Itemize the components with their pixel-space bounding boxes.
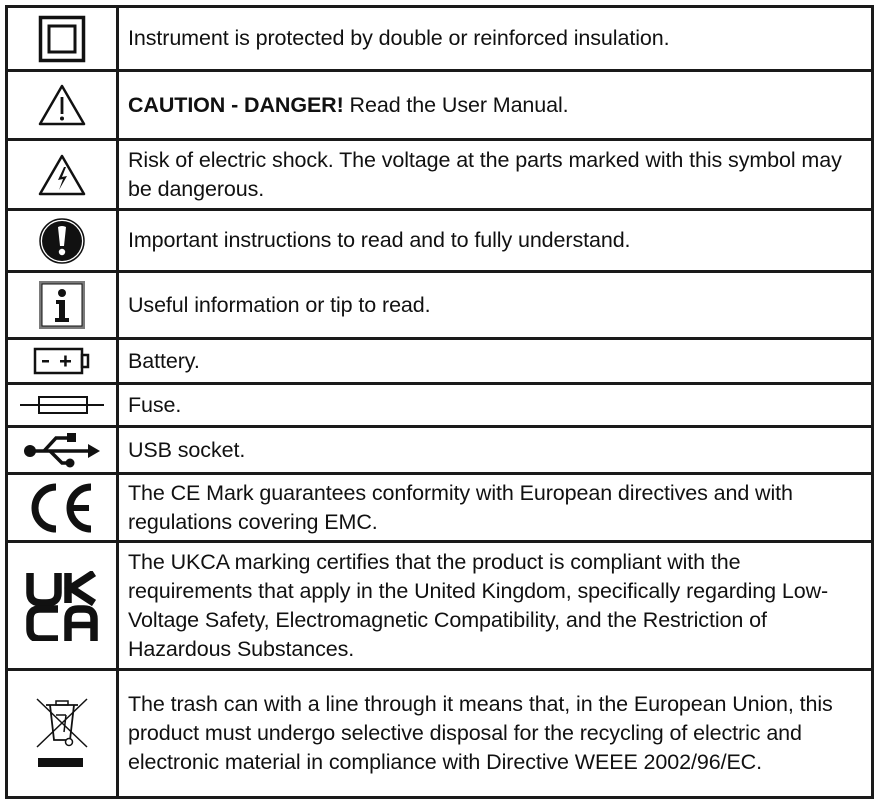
icon-cell	[7, 670, 118, 798]
fuse-icon	[18, 394, 106, 416]
table-row	[7, 427, 873, 474]
icon-cell	[7, 140, 118, 210]
ce-mark-icon	[29, 483, 95, 533]
table-row	[7, 71, 873, 140]
icon-cell	[7, 427, 118, 474]
symbol-description: Risk of electric shock. The voltage at the parts marked with this symbol may be dangerous.	[118, 140, 873, 210]
table-row	[7, 384, 873, 427]
caution-triangle-icon	[37, 83, 87, 127]
symbol-description: Useful information or tip to read.	[118, 272, 873, 339]
table-row	[7, 474, 873, 542]
usb-icon	[22, 432, 102, 468]
weee-crossed-bin-icon	[34, 696, 90, 772]
table-row	[7, 542, 873, 670]
symbol-description: Battery.	[118, 339, 873, 384]
info-icon	[38, 280, 86, 330]
table-row	[7, 339, 873, 384]
icon-cell	[7, 542, 118, 670]
icon-cell	[7, 384, 118, 427]
table-row	[7, 210, 873, 272]
icon-cell	[7, 7, 118, 71]
symbol-description: The UKCA marking certifies that the product is compliant with the requirements that apply in the United Kingdom, specifically regarding Low-Voltage Safety, Electromagnetic Compatibility, and the Restriction of Hazardous Substances.	[118, 542, 873, 670]
symbol-description: The CE Mark guarantees conformity with European directives and with regulations covering EMC.	[118, 474, 873, 542]
symbol-description: USB socket.	[118, 427, 873, 474]
icon-cell	[7, 474, 118, 542]
icon-cell	[7, 210, 118, 272]
electric-shock-triangle-icon	[37, 153, 87, 197]
symbols-table	[5, 5, 874, 799]
table-row	[7, 272, 873, 339]
battery-icon	[33, 347, 91, 375]
symbol-description: Important instructions to read and to fully understand.	[118, 210, 873, 272]
symbol-description: The trash can with a line through it means that, in the European Union, this product must undergo selective disposal for the recycling of electric and electronic material in compliance with Directive WEEE 2002/96/EC.	[118, 670, 873, 798]
symbol-description: Fuse.	[118, 384, 873, 427]
icon-cell	[7, 339, 118, 384]
symbol-description: Instrument is protected by double or reinforced insulation.	[118, 7, 873, 71]
important-exclamation-icon	[38, 217, 86, 265]
caution-label: CAUTION - DANGER!	[128, 92, 344, 117]
table-row	[7, 7, 873, 71]
symbol-description: CAUTION - DANGER! Read the User Manual.	[118, 71, 873, 140]
icon-cell	[7, 272, 118, 339]
double-insulation-icon	[38, 15, 86, 63]
table-row	[7, 670, 873, 798]
table-row	[7, 140, 873, 210]
icon-cell	[7, 71, 118, 140]
ukca-mark-icon	[26, 571, 98, 641]
